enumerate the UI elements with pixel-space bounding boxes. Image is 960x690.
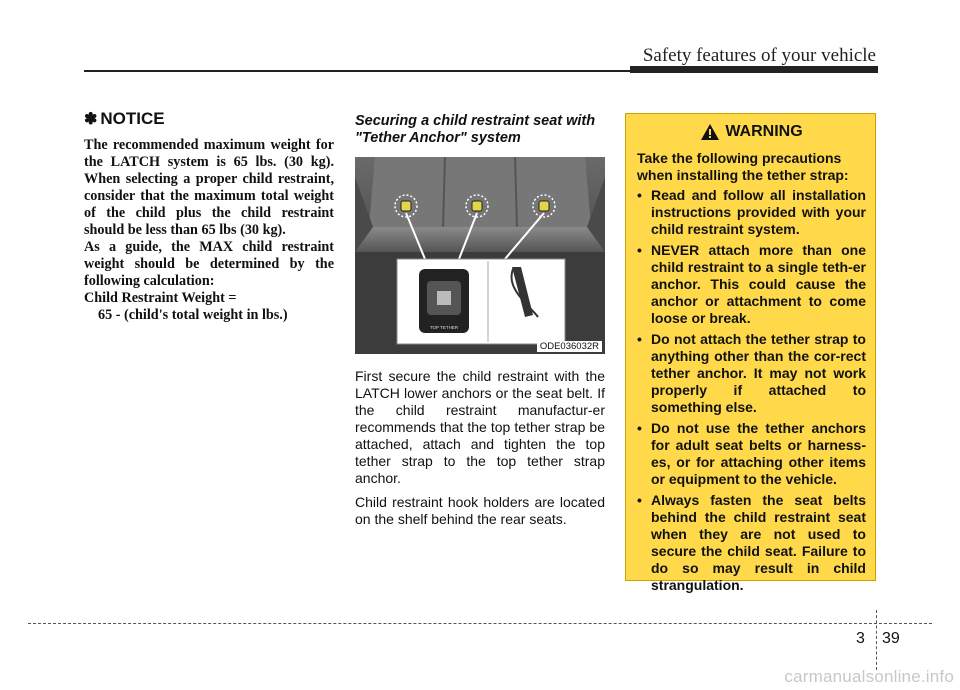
warning-item: • NEVER attach more than one child restraint to a single teth-er anchor. This could cause the anchor or attachment to come loose or break. xyxy=(637,242,866,326)
figure-code: ODE036032R xyxy=(537,341,602,352)
bullet-icon: • xyxy=(637,331,642,347)
chapter-number: 3 xyxy=(856,630,865,647)
warning-title: WARNING xyxy=(725,123,803,140)
warning-triangle-icon xyxy=(700,123,720,141)
bullet-icon: • xyxy=(637,187,642,203)
notice-heading-text: NOTICE xyxy=(100,109,165,128)
notice-section xyxy=(84,109,334,324)
warning-item: • Read and follow all installation instructions provided with your child restraint system. xyxy=(637,187,866,237)
warning-heading xyxy=(637,123,866,141)
notice-heading xyxy=(84,109,334,129)
watermark: carmanualsonline.info xyxy=(784,667,954,686)
warning-item: • Always fasten the seat belts behind the child restraint seat when they are not used to secure the child seat. Failure to do so may result in child strangulation. xyxy=(637,492,866,593)
cargo-area-illustration xyxy=(355,157,605,354)
bullet-icon: • xyxy=(637,242,642,258)
tether-anchor-figure xyxy=(355,157,605,354)
warning-list xyxy=(637,187,866,594)
page-number: 39 xyxy=(882,630,900,647)
tether-section xyxy=(355,113,605,535)
footer-rule xyxy=(28,623,932,624)
figure-top-tether-label: TOP TETHER xyxy=(429,325,459,330)
section-paragraph: Child restraint hook holders are located on the shelf behind the rear seats. xyxy=(355,494,605,527)
section-body xyxy=(355,368,605,528)
running-header: Safety features of your vehicle xyxy=(642,45,876,66)
warning-item: • Do not attach the tether strap to anything other than the cor-rect tether anchor. It may not work properly if attached to something else. xyxy=(637,331,866,415)
footer-divider xyxy=(876,610,877,670)
bullet-icon: • xyxy=(637,492,642,508)
warning-intro: Take the following precautions when installing the tether strap: xyxy=(637,150,849,183)
notice-asterisk-icon: ✽ xyxy=(84,111,98,128)
warning-item: • Do not use the tether anchors for adult seat belts or harness-es, or for attaching other items or equipment to the vehicle. xyxy=(637,420,866,487)
warning-box xyxy=(625,113,876,593)
section-title: Securing a child restraint seat with "Tether Anchor" system xyxy=(355,113,596,146)
header-rule xyxy=(84,70,630,72)
notice-paragraph: Child Restraint Weight = xyxy=(84,290,237,306)
bullet-icon: • xyxy=(637,420,642,436)
section-paragraph: First secure the child restraint with the LATCH lower anchors or the seat belt. If the child restraint manufactur-er recommends that the top tether strap be attached, attach and tighten the top tether strap to the top tether strap anchor. xyxy=(355,368,605,486)
notice-calculation: 65 - (child's total weight in lbs.) xyxy=(98,307,288,323)
header-bar xyxy=(630,66,878,73)
notice-paragraph: The recommended maximum weight for the LATCH system is 65 lbs. (30 kg). When selecting a proper child restraint, consider that the maximum total weight of the child plus the child restraint should be less than 65 lbs (30 kg). xyxy=(84,137,334,238)
notice-body xyxy=(84,137,334,324)
notice-paragraph: As a guide, the MAX child restraint weight should be determined by the following calculation: xyxy=(84,239,334,289)
